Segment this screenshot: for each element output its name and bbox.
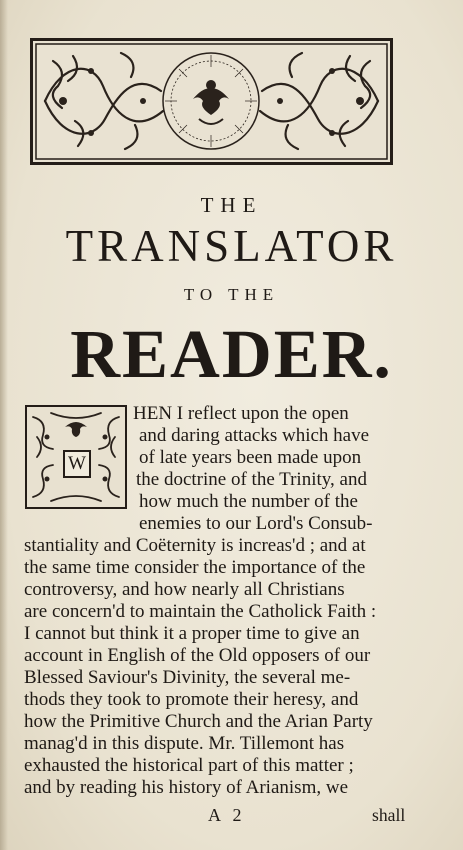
body-line: stantiality and Coëternity is increas'd ; and at bbox=[24, 535, 366, 556]
title-the: THE bbox=[200, 193, 263, 217]
body-line: how much the number of the bbox=[139, 491, 358, 512]
title-to-the: TO THE bbox=[183, 285, 280, 304]
body-line: I cannot but think it a proper time to give an bbox=[24, 623, 360, 644]
body-line: the doctrine of the Trinity, and bbox=[136, 469, 367, 490]
title-reader: READER. bbox=[70, 316, 393, 392]
body-line: the same time consider the importance of the bbox=[24, 557, 366, 578]
body-line: exhausted the historical part of this matter ; bbox=[24, 755, 354, 776]
body-line: manag'd in this dispute. Mr. Tillemont has bbox=[24, 733, 345, 754]
body-line: account in English of the Old opposers of our bbox=[24, 645, 371, 666]
body-line: are concern'd to maintain the Catholick Faith : bbox=[24, 601, 377, 622]
initial-letter: W bbox=[63, 450, 91, 478]
body-line: how the Primitive Church and the Arian Party bbox=[24, 711, 373, 732]
catchword: shall bbox=[372, 805, 406, 825]
spine-shadow bbox=[0, 0, 8, 850]
signature-mark: A 2 bbox=[208, 805, 246, 825]
body-line: controversy, and how nearly all Christians bbox=[24, 579, 345, 600]
body-line: enemies to our Lord's Consub- bbox=[139, 513, 373, 534]
body-line: Blessed Saviour's Divinity, the several me- bbox=[24, 667, 351, 688]
body-line: and by reading his history of Arianism, we bbox=[24, 777, 349, 798]
body-line: thods they took to promote their heresy, and bbox=[24, 689, 359, 710]
woodcut-headpiece bbox=[30, 38, 393, 165]
body-line: HEN I reflect upon the open bbox=[133, 403, 349, 424]
title-translator: TRANSLATOR bbox=[65, 221, 398, 271]
body-line: of late years been made upon bbox=[139, 447, 362, 468]
headpiece-ornament-icon bbox=[33, 41, 390, 162]
decorated-initial bbox=[25, 405, 127, 509]
body-line: and daring attacks which have bbox=[139, 425, 370, 446]
